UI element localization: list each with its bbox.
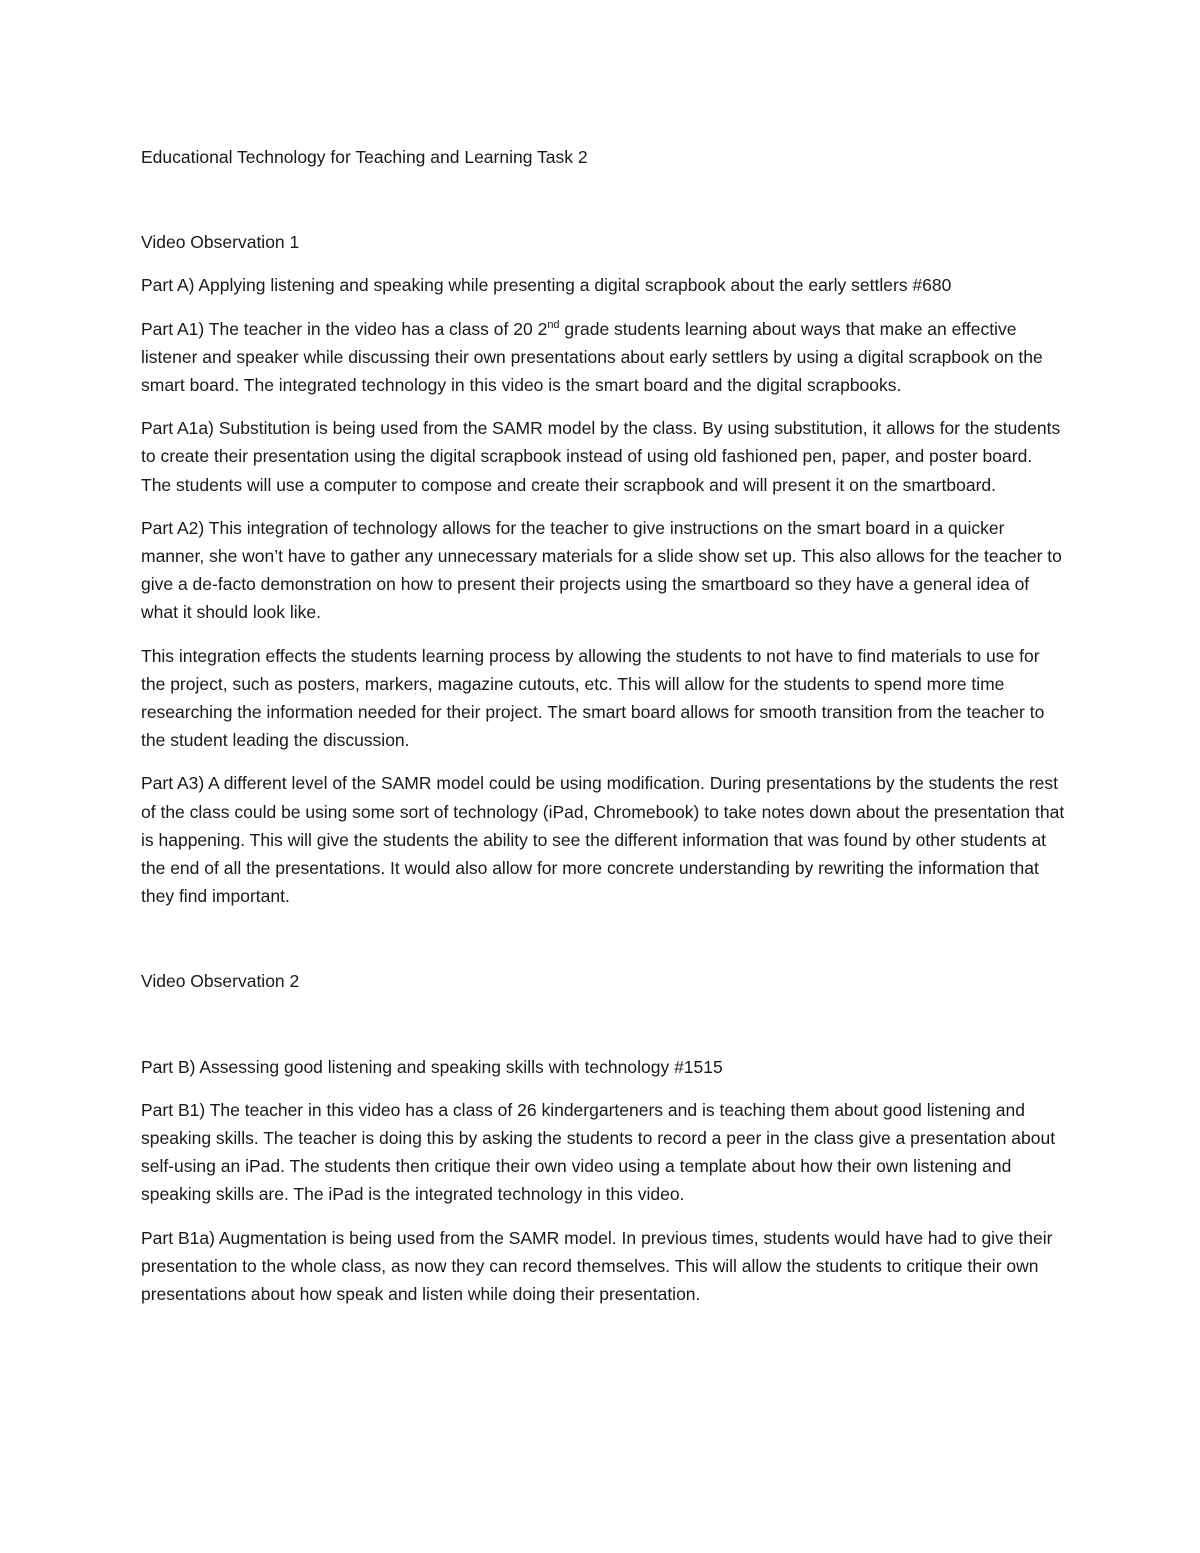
part-a2-paragraph: Part A2) This integration of technology allows for the teacher to give instructions on the smart board in a quicker manner, she won’t have to gather any unnecessary materials for a slide show set up. This also allows for the teacher to give a de-facto demonstration on how to present their projects using the smartboard so they have a general idea of what it should look like. bbox=[141, 517, 1062, 623]
part-b1-paragraph: Part B1) The teacher in this video has a class of 26 kindergarteners and is teaching them about good listening and speaking skills. The teacher is doing this by asking the students to record a peer in the class give a presentation about self-using an iPad. The students then critique their own video using a template about how their own listening and speaking skills are. The iPad is the integrated technology in this video. bbox=[141, 1099, 1056, 1205]
observation-1-heading: Video Observation 1 bbox=[141, 232, 300, 253]
part-a1-text-start: Part A1) The teacher in the video has a class of 20 2 bbox=[141, 318, 548, 339]
observation-2-heading: Video Observation 2 bbox=[141, 971, 300, 992]
part-b-heading: Part B) Assessing good listening and speaking skills with technology #1515 bbox=[141, 1056, 723, 1077]
part-b1a-paragraph: Part B1a) Augmentation is being used from the SAMR model. In previous times, students would have had to give their presentation to the whole class, as now they can record themselves. This will allow the students to critique their own presentations about how speak and listen while doing their presentation. bbox=[141, 1227, 1053, 1305]
document-title: Educational Technology for Teaching and Learning Task 2 bbox=[141, 147, 588, 167]
document-body bbox=[141, 143, 1066, 1308]
part-a2-continuation-paragraph: This integration effects the students learning process by allowing the students to not have to find materials to use for the project, such as posters, markers, magazine cutouts, etc. This will allow for the students to spend more time researching the information needed for their project. The smart board allows for smooth transition from the teacher to the student leading the discussion. bbox=[141, 645, 1045, 751]
part-a1-text-end: grade students learning about ways that make an effective listener and speaker while discussing their own presentations about early settlers by using a digital scrapbook on the smart board. The integrated technology in this video is the smart board and the digital scrapbooks. bbox=[141, 318, 1043, 396]
part-a3-paragraph: Part A3) A different level of the SAMR model could be using modification. During presentations by the students the rest of the class could be using some sort of technology (iPad, Chromebook) to take notes down about the presentation that is happening. This will give the students the ability to see the different information that was found by other students at the end of all the presentations. It would also allow for more concrete understanding by rewriting the information that they find important. bbox=[141, 773, 1065, 907]
part-a-heading: Part A) Applying listening and speaking while presenting a digital scrapbook about the early settlers #680 bbox=[141, 275, 952, 296]
ordinal-superscript: nd bbox=[547, 318, 560, 331]
part-a1-paragraph bbox=[141, 315, 1066, 400]
part-a1a-paragraph: Part A1a) Substitution is being used from the SAMR model by the class. By using substitution, it allows for the students to create their presentation using the digital scrapbook instead of using old fashioned pen, paper, and poster board. The students will use a computer to compose and create their scrapbook and will present it on the smartboard. bbox=[141, 418, 1061, 495]
